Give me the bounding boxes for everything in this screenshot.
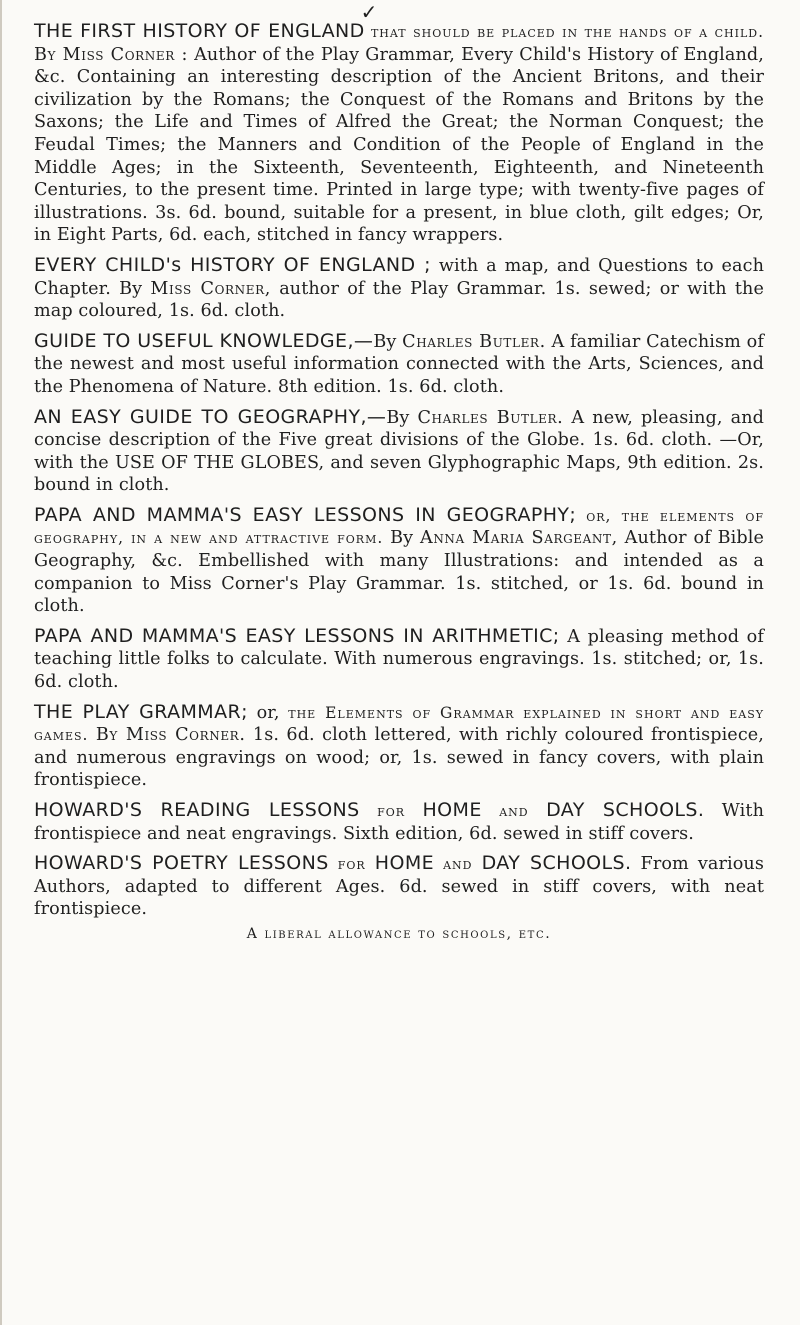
entry-author: By Miss Corner. xyxy=(95,725,246,746)
entry-guide-useful-knowledge xyxy=(34,330,764,399)
entry-title: THE FIRST HISTORY OF ENGLAND xyxy=(34,20,365,42)
entry-body: 1s. 6d. cloth lettered, with richly coloured frontispiece, and numerous engravings on wood; or, 1s. sewed in fancy covers, with plain frontispiece. xyxy=(34,725,764,791)
entry-title: AN EASY GUIDE TO GEOGRAPHY,— xyxy=(34,405,387,428)
entry-body: author of the Play Grammar. 1s. sewed; or with the map coloured, 1s. 6d. cloth. xyxy=(34,278,764,322)
entry-title: GUIDE TO USEFUL KNOWLEDGE,— xyxy=(34,329,374,352)
page-edge-rule xyxy=(0,0,2,1325)
entry-lead: By xyxy=(390,528,414,549)
entry-lead: By xyxy=(386,407,410,428)
entry-author: Anna Maria Sargeant, xyxy=(420,528,618,549)
entry-body: With frontispiece and neat engravings. Sixth edition, 6d. sewed in stiff covers. xyxy=(34,801,764,844)
entry-subtitle: for xyxy=(337,855,366,874)
footer-note: A liberal allowance to schools, etc. xyxy=(246,925,552,942)
entry-body: Author of the Play Grammar, Every Child's History of England, &c. Containing an interesting description of the Ancient Britons, and their civilization by the Romans; the Conquest of the Romans and Britons by the Saxons; the Life and Times of Alfred the Great; the Norman Conquest; the Feudal Times; the Manners and Condition of the People of England in the Middle Ages; in the Sixteenth, Seventeenth, Eighteenth, and Nineteenth Centuries, to the present time. Printed in large type; with twenty-five pages of illustrations. 3s. 6d. bound, suitable for a present, in blue cloth, gilt edges; Or, in Eight Parts, 6d. each, stitched in fancy wrappers. xyxy=(34,44,764,246)
entry-subtitle: that should be placed in the hands of a child. xyxy=(370,23,764,41)
entry-first-history xyxy=(34,20,764,247)
entry-title-part: DAY SCHOOLS. xyxy=(546,799,705,821)
entry-lead: with a map, and Questions to each Chapter. By xyxy=(34,255,764,299)
entry-title: HOWARD'S READING LESSONS xyxy=(34,799,360,821)
entry-author: Charles Butler. xyxy=(402,331,546,352)
entry-subtitle: or, the elements of geography, in a new and attractive form. xyxy=(34,506,764,548)
entry-title-part: DAY SCHOOLS. xyxy=(481,852,632,875)
entry-lead: or, xyxy=(256,702,280,723)
entry-subtitle-part: and xyxy=(499,802,529,820)
entry-play-grammar xyxy=(34,701,764,792)
entry-title: PAPA AND MAMMA'S EASY LESSONS IN GEOGRAPHY; xyxy=(34,503,577,526)
entry-body: A pleasing method of teaching little folks to calculate. With numerous engravings. 1s. stitched; or, 1s. 6d. cloth. xyxy=(34,626,764,693)
entry-author: Charles Butler. xyxy=(417,407,564,428)
entry-title: PAPA AND MAMMA'S EASY LESSONS IN ARITHMETIC; xyxy=(34,624,560,647)
entry-subtitle-part: and xyxy=(443,855,473,874)
entry-title: EVERY CHILD's HISTORY OF ENGLAND ; xyxy=(34,253,431,276)
entry-title: THE PLAY GRAMMAR; xyxy=(34,700,248,723)
entry-body: Author of Bible Geography, &c. Embellished with many Illustrations: and intended as a companion to Miss Corner's Play Grammar. 1s. stitched, or 1s. 6d. bound in cloth. xyxy=(34,528,765,617)
entry-easy-lessons-geography xyxy=(34,504,764,618)
entry-author: Miss Corner, xyxy=(150,278,271,299)
check-mark-icon: ✓ xyxy=(360,0,378,24)
entry-title-part: HOME xyxy=(374,852,435,875)
entry-every-child-history xyxy=(34,254,764,323)
entry-body: A new, pleasing, and concise description of the Five great divisions of the Globe. 1s. 6d. cloth. —Or, with the USE OF THE GLOBES, and seven Glyphographic Maps, 9th edition. 2s. bound in cloth. xyxy=(34,407,764,496)
entry-body: A familiar Catechism of the newest and most useful information connected with the Arts, Sciences, and the Phenomena of Nature. 8th edition. 1s. 6d. cloth. xyxy=(34,331,764,397)
entry-subtitle: for xyxy=(377,802,406,820)
entry-subtitle: the Elements of Grammar explained in short and easy games. xyxy=(34,703,764,745)
entry-lead: By xyxy=(373,331,397,352)
entry-easy-guide-geography xyxy=(34,406,764,497)
entry-body: From various Authors, adapted to different Ages. 6d. sewed in stiff covers, with neat frontispiece. xyxy=(34,854,764,920)
entry-howard-reading xyxy=(34,799,764,845)
entry-title-part: HOME xyxy=(422,799,482,821)
entry-title: HOWARD'S POETRY LESSONS xyxy=(34,852,329,875)
entry-howard-poetry xyxy=(34,852,764,921)
entry-author: By Miss Corner : xyxy=(34,44,189,65)
entry-easy-lessons-arithmetic xyxy=(34,625,764,694)
